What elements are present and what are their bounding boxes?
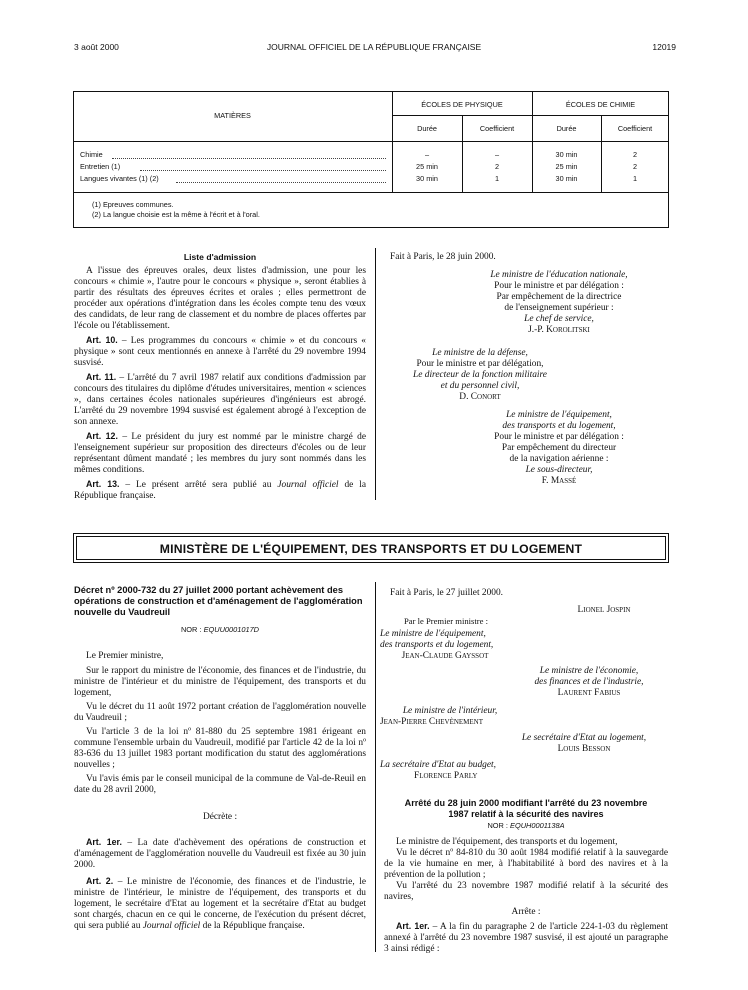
signature-block-parly: La secrétaire d'Etat au budget, Florence Parly (380, 760, 496, 781)
column-divider (375, 248, 376, 500)
cell: 1 (494, 174, 500, 183)
signature-block-equipement: Le ministre de l'équipement, des transports et du logement, Pour le ministre et par délégation : Par empêchement du directeur de la navigation aérienne : Le sous-directeur, F. Massé (494, 410, 624, 486)
decret-nor: NOR : EQUU0001017D (180, 625, 260, 634)
signature-jospin: Lionel Jospin (577, 605, 631, 615)
sub-duree: Durée (556, 124, 577, 133)
header-journal: JOURNAL OFFICIEL DE LA RÉPUBLIQUE FRANÇAISE (266, 42, 482, 52)
col-matieres: MATIÈRES (214, 111, 251, 120)
ministry-banner (73, 533, 669, 563)
decret-column (74, 585, 366, 932)
cell: 25 min (555, 162, 578, 171)
paragraph: Vu le décret du 11 août 1972 portant création de l'agglomération nouvelle du Vaudreuil ; (74, 702, 366, 723)
article-13: Art. 13. – Le présent arrêté sera publié au Journal officiel de la République française. (74, 479, 367, 501)
paragraph: A l'issue des épreuves orales, deux listes d'admission, une pour les concours « chimie », l'autre pour le concours « physique », seront établies à partir des résultats des épreuves écrites et orales ; elles permettront de procéder aux opérations d'intégration dans les écoles compte tenu des vœux des candidats, de leur rang de classement et du nombre de places offertes par l'école ou l'établissement. (74, 266, 366, 331)
cell: 2 (632, 162, 638, 171)
article-2: Art. 2. – Le ministre de l'économie, des finances et de l'industrie, le ministre de l'intérieur, le ministre de l'équipement, des transports et du logement, le secrétaire d'Etat au logement et la secrétaire d'Etat au budget sont chargés, chacun en ce qui le concerne, de l'exécution du présent décret, qui sera publié au Journal officiel de la République française. (74, 876, 366, 931)
cell: 2 (494, 162, 500, 171)
signature-block-gayssot: Le ministre de l'équipement, des transports et du logement, Jean-Claude Gayssot (380, 629, 494, 661)
cell: 30 min (555, 150, 578, 159)
paragraph: Le ministre de l'équipement, des transports et du logement, (396, 837, 618, 847)
arrete-block (384, 798, 668, 955)
table-note: (2) La langue choisie est la même à l'écrit et à l'oral. (92, 210, 260, 219)
decret-title: Décret nº 2000-732 du 27 juillet 2000 portant achèvement des opérations de construction et d'aménagement de l'agglomération nouvelle du Vaudreuil (74, 585, 363, 617)
col-ecoles-chimie: ÉCOLES DE CHIMIE (565, 100, 636, 109)
cell: 2 (632, 150, 638, 159)
column-divider (375, 582, 376, 952)
ministry-title: MINISTÈRE DE L'ÉQUIPEMENT, DES TRANSPORTS ET DU LOGEMENT (159, 542, 583, 556)
signature-block-education: Le ministre de l'éducation nationale, Pour le ministre et par délégation : Par empêchement de la directrice de l'enseignement supérieur : Le chef de service, J.-P. Korolitski (490, 270, 628, 335)
paragraph: Vu l'article 3 de la loi nº 81-880 du 25 septembre 1981 érigeant en commune l'ensemble urbain du Vaudreuil, modifié par l'article 42 de la loi nº 83-636 du 13 juillet 1983 portant modification du statut des agglomérations nouvelles ; (74, 727, 366, 770)
cell: – (424, 150, 430, 159)
fait-a-paris-2: Fait à Paris, le 27 juillet 2000. (390, 588, 504, 598)
arrete-title: Arrêté du 28 juin 2000 modifiant l'arrêté du 23 novembre 1987 relatif à la sécurité des navires (404, 798, 648, 819)
paragraph: Vu l'arrêté du 23 novembre 1987 modifié relatif à la sécurité des navires, (384, 881, 668, 902)
row-matiere: Entretien (1) (80, 162, 121, 171)
dot-leader (176, 182, 386, 183)
row-matiere: Chimie (80, 150, 103, 159)
article-1: Art. 1er. – La date d'achèvement des opérations de construction et d'aménagement de l'agglomération nouvelle du Vaudreuil est fixée au 30 juin 2000. (74, 837, 366, 870)
col-ecoles-physique: ÉCOLES DE PHYSIQUE (421, 100, 503, 109)
decrete: Décrète : (202, 812, 238, 822)
paragraph: Sur le rapport du ministre de l'économie, des finances et de l'industrie, du ministre de l'intérieur et du ministre de l'équipement, des transports et du logement, (74, 666, 366, 698)
paragraph: Vu l'avis émis par le conseil municipal de la commune de Val-de-Reuil en date du 28 avril 2000, (74, 774, 366, 795)
signature-block-chevenement: Le ministre de l'intérieur, Jean-Pierre Chevènement (380, 706, 498, 727)
cell: 25 min (416, 162, 438, 171)
left-top-column (74, 252, 366, 502)
paragraph: Vu le décret nº 84-810 du 30 août 1984 modifié relatif à la sauvegarde de la vie humaine en mer, à l'habitabilité à bord des navires et à la prévention de la pollution ; (384, 848, 668, 880)
article-10: Art. 10. – Les programmes du concours « chimie » et du concours « physique » sont ceux mentionnés en annexe à l'arrêté du 29 novembre 1994 susvisé. (74, 335, 366, 368)
sub-duree: Durée (417, 124, 437, 133)
header-page-number: 12019 (652, 42, 676, 52)
dot-leader (112, 158, 386, 159)
arrete-verb: Arrête : (511, 907, 541, 917)
signature-block-defense: Le ministre de la défense, Pour le ministre et par délégation, Le directeur de la fonction militaire et du personnel civil, D. Conort (413, 348, 547, 402)
fait-a-paris: Fait à Paris, le 28 juin 2000. (390, 252, 496, 262)
signature-block-besson: Le secrétaire d'Etat au logement, Louis Besson (521, 733, 647, 754)
arrete-nor: NOR : EQUH0001138A (487, 821, 565, 830)
section-heading: Liste d'admission (183, 252, 257, 262)
header-date: 3 août 2000 (74, 42, 119, 52)
sub-coefficient: Coefficient (479, 124, 515, 133)
par-premier-ministre: Par le Premier ministre : (403, 616, 488, 626)
table-note: (1) Epreuves communes. (92, 200, 174, 209)
dot-leader (140, 170, 386, 171)
sub-coefficient: Coefficient (617, 124, 653, 133)
cell: 30 min (555, 174, 578, 183)
cell: 30 min (416, 174, 438, 183)
row-matiere: Langues vivantes (1) (2) (80, 174, 159, 183)
article-11: Art. 11. – L'arrêté du 7 avril 1987 relatif aux conditions d'admission par concours des titulaires du diplôme d'études universitaires, mention « sciences », dans certaines écoles nationales supérieures d'ingénieurs est abrogé. L'arrêté du 29 novembre 1994 susvisé est également abrogé à l'exception de son annexe. (74, 372, 366, 427)
arrete-body (384, 837, 668, 955)
cell: 1 (632, 174, 638, 183)
cell: – (494, 150, 500, 159)
article-12: Art. 12. – Le président du jury est nommé par le ministre chargé de l'enseignement supérieur sur proposition des directeurs d'écoles ou de leur représentant dûment mandaté ; les membres du jury sont nommés dans les mêmes conditions. (74, 431, 366, 475)
paragraph: Le Premier ministre, (86, 651, 164, 661)
article-1: Art. 1er. – A la fin du paragraphe 2 de l'article 224-1-03 du règlement annexé à l'arrêté du 23 novembre 1987 susvisé, il est ajouté un paragraphe 3 ainsi rédigé : (384, 921, 668, 954)
signature-block-fabius: Le ministre de l'économie, des finances et de l'industrie, Laurent Fabius (534, 666, 644, 698)
